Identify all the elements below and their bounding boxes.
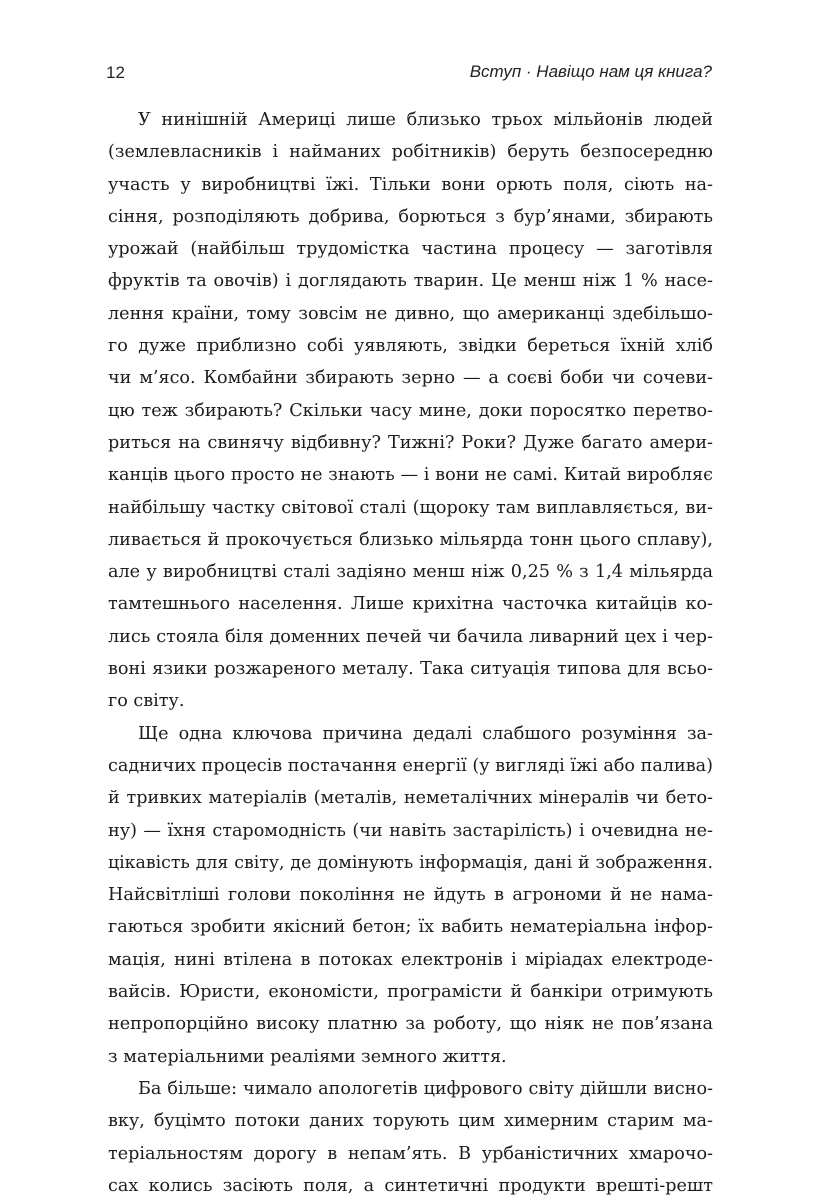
text-line: ну) — їхня старомодність (чи навіть застарілість) і очевидна не- — [108, 820, 713, 841]
text-line: але у виробництві сталі задіяно менш ніж 0,25 % з 1,4 мільярда — [108, 562, 713, 583]
text-line: мація, нині втілена в потоках електронів і міріадах електроде- — [108, 949, 713, 970]
text-line: (землевласників і найманих робітників) беруть безпосередню — [108, 142, 713, 163]
text-line: ливається й прокочується близько мільярда тонн цього сплаву), — [108, 529, 713, 550]
text-line: го світу. — [108, 691, 185, 712]
paragraph-2 — [108, 718, 713, 1073]
text-line: тамтешнього населення. Лише крихітна часточка китайців ко- — [108, 594, 713, 615]
text-line: вайсів. Юристи, економісти, програмісти й банкіри отримують — [108, 982, 713, 1003]
body-text — [108, 104, 713, 1202]
paragraph-1 — [108, 104, 713, 718]
text-line: чи м’ясо. Комбайни збирають зерно — а соєві боби чи сочеви- — [108, 368, 713, 389]
text-line: У нинішній Америці лише близько трьох мільйонів людей — [138, 110, 713, 130]
text-line: воні язики розжареного металу. Така ситуація типова для всьо- — [108, 659, 713, 680]
text-line: урожай (найбільш трудомістка частина процесу — заготівля — [108, 239, 713, 260]
text-line: лення країни, тому зовсім не дивно, що американці здебільшо- — [108, 303, 713, 324]
text-line: фруктів та овочів) і доглядають тварин. Це менш ніж 1 % насе- — [108, 271, 713, 292]
text-line: сах колись засіють поля, а синтетичні продукти врешті-решт — [108, 1175, 713, 1196]
text-line: Ба більше: чимало апологетів цифрового світу дійшли висно- — [138, 1078, 713, 1099]
text-line: Ще одна ключова причина дедалі слабшого розуміння за- — [138, 723, 713, 744]
text-line: Найсвітліші голови покоління не йдуть в агрономи й не нама- — [108, 885, 713, 906]
text-line: сіння, розподіляють добрива, борються з бур’янами, збирають — [108, 206, 713, 227]
text-line: й тривких матеріалів (металів, неметалічних мінералів чи бето- — [108, 788, 713, 809]
text-line: го дуже приблизно собі уявляють, звідки береться їхній хліб — [108, 336, 713, 357]
text-line: з матеріальними реаліями земного життя. — [108, 1046, 507, 1067]
text-line: садничих процесів постачання енергії (у вигляді їжі або палива) — [108, 755, 713, 776]
text-line: участь у виробництві їжі. Тільки вони орють поля, сіють на- — [108, 174, 713, 195]
page-number: 12 — [106, 63, 125, 82]
text-line: непропорційно високу платню за роботу, що ніяк не пов’язана — [108, 1014, 713, 1035]
text-line: вку, буцімто потоки даних торують цим химерним старим ма- — [108, 1111, 713, 1132]
text-line: риться на свинячу відбивну? Тижні? Роки? Дуже багато амери- — [108, 432, 713, 453]
text-line: гаються зробити якісний бетон; їх вабить нематеріальна інфор- — [108, 917, 713, 938]
running-head: Вступ · Навіщо нам ця книга? — [469, 62, 712, 81]
text-line: цікавість для світу, де домінують інформація, дані й зображення. — [108, 852, 713, 873]
text-line: теріальностям дорогу в непам’ять. В урбаністичних хмарочо- — [108, 1143, 713, 1164]
text-line: канців цього просто не знають — і вони не самі. Китай виробляє — [108, 465, 713, 486]
text-line: цю теж збирають? Скільки часу мине, доки поросятко перетво- — [108, 400, 713, 421]
text-line: найбільшу частку світової сталі (щороку там виплавляється, ви- — [108, 497, 713, 518]
text-line: лись стояла біля доменних печей чи бачила ливарний цех і чер- — [108, 626, 713, 647]
paragraph-3 — [108, 1073, 713, 1202]
